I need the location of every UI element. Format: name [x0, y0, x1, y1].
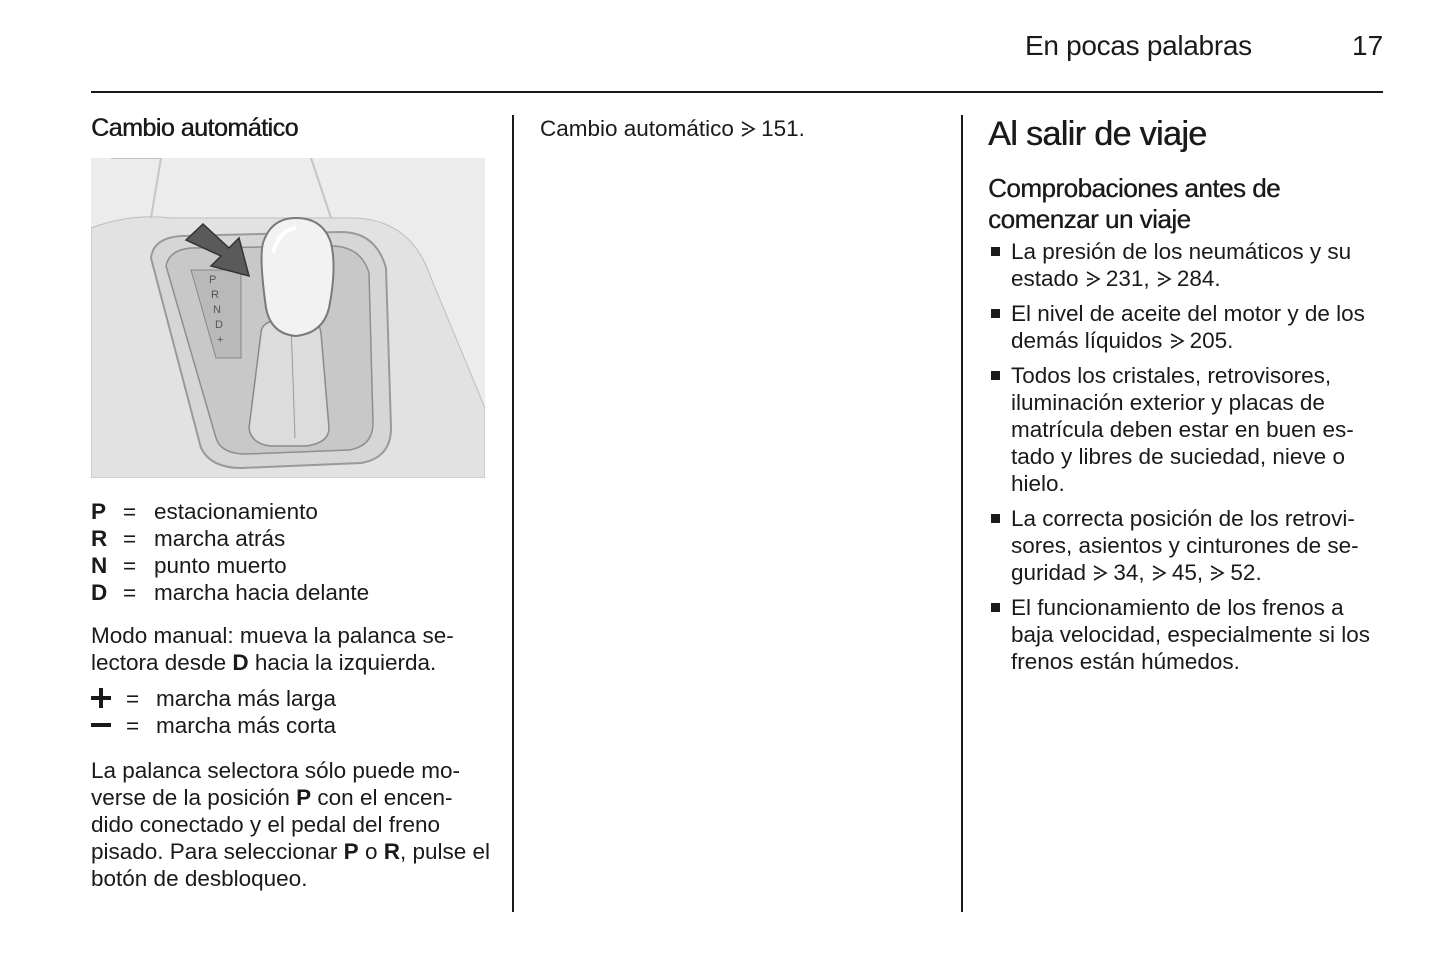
page-reference-arrow-icon	[1085, 271, 1101, 287]
reference-page[interactable]: 284.	[1176, 266, 1221, 291]
subsection-heading: Comprobaciones antes de comenzar un viaje	[988, 173, 1281, 234]
square-bullet-icon	[991, 603, 1000, 612]
legend-equals: =	[123, 499, 137, 524]
item-text: El nivel de aceite del motor y de los demás líquidos	[1011, 301, 1365, 353]
legend-text: marcha más larga	[156, 686, 337, 711]
legend-equals: =	[123, 553, 137, 578]
paragraph-text: o	[364, 839, 378, 864]
list-item	[988, 300, 1388, 354]
item-text: El funcionamiento de los frenos a baja velocidad, especialmente si los frenos están húmedos.	[1011, 595, 1370, 674]
legend-key: P	[91, 499, 107, 524]
manual-shift-legend	[91, 685, 491, 739]
minus-icon	[91, 715, 111, 735]
list-item	[988, 594, 1388, 675]
gear-letter: R	[383, 839, 400, 864]
list-item	[988, 238, 1388, 292]
reference-page[interactable]: 205.	[1189, 328, 1234, 353]
item-text: La presión de los neumáticos y su estado	[1011, 239, 1352, 291]
chapter-title: Al salir de viaje	[988, 115, 1207, 153]
legend-text: marcha más corta	[156, 713, 337, 738]
reference-page[interactable]: 34,	[1113, 560, 1145, 585]
reference-text: Cambio automático	[540, 116, 734, 141]
legend-key: R	[91, 526, 108, 551]
middle-column	[540, 115, 940, 142]
column-divider	[512, 115, 514, 912]
legend-row	[91, 712, 491, 739]
section-heading: Cambio automático	[91, 114, 298, 142]
legend-row	[91, 685, 491, 712]
reference-page[interactable]: 52.	[1230, 560, 1262, 585]
square-bullet-icon	[991, 309, 1000, 318]
legend-row	[91, 525, 491, 552]
reference-page[interactable]: 231,	[1105, 266, 1150, 291]
manual-mode-text: hacia la izquierda.	[254, 650, 437, 675]
gear-legend	[91, 498, 491, 606]
list-item	[988, 362, 1388, 497]
gate-letter: N	[213, 304, 221, 316]
cross-reference-line	[540, 115, 940, 142]
legend-equals: =	[126, 686, 140, 711]
legend-key: N	[91, 553, 108, 578]
gate-letter: D	[215, 319, 223, 331]
legend-equals: =	[126, 713, 140, 738]
unlock-paragraph	[91, 757, 491, 892]
manual-mode-paragraph	[91, 622, 491, 676]
gear-lever-drawing	[91, 158, 485, 478]
gear-selector-illustration	[91, 158, 485, 478]
paragraph-text: con el encen-dido conectado y el pedal del freno pisado. Para seleccionar	[91, 785, 453, 864]
page-reference-arrow-icon	[1092, 565, 1108, 581]
left-column	[91, 115, 491, 892]
page-number: 17	[1352, 30, 1384, 61]
header-rule	[91, 91, 1383, 93]
column-divider	[961, 115, 963, 912]
gear-letter: P	[296, 785, 312, 810]
legend-row	[91, 498, 491, 525]
legend-key: D	[91, 580, 108, 605]
legend-row	[91, 579, 491, 606]
reference-page[interactable]: 45,	[1171, 560, 1204, 585]
item-text: La correcta posición de los retrovi-sores, asientos y cinturones de se-guridad	[1011, 506, 1359, 585]
reference-page[interactable]: 151.	[761, 116, 805, 141]
gate-letter: R	[211, 289, 219, 301]
gate-letter: +	[217, 334, 224, 346]
gear-letter: P	[343, 839, 359, 864]
right-column	[988, 115, 1388, 683]
legend-equals: =	[123, 580, 137, 605]
legend-text: punto muerto	[154, 553, 287, 578]
legend-text: marcha hacia delante	[154, 580, 370, 605]
item-text: Todos los cristales, retrovisores, iluminación exterior y placas de matrícula deben estar en buen es-tado y libres de suciedad, nieve o hielo.	[1011, 363, 1354, 496]
legend-equals: =	[123, 526, 137, 551]
square-bullet-icon	[991, 514, 1000, 523]
running-header-title: En pocas palabras	[1025, 30, 1252, 61]
checklist	[988, 238, 1388, 675]
page-reference-arrow-icon	[1156, 271, 1172, 287]
legend-text: marcha atrás	[154, 526, 286, 551]
page-reference-arrow-icon	[1209, 565, 1225, 581]
square-bullet-icon	[991, 247, 1000, 256]
plus-icon	[91, 688, 111, 708]
square-bullet-icon	[991, 371, 1000, 380]
manual-mode-text: Modo manual: mueva la palanca se-lectora desde	[91, 623, 454, 675]
page-reference-arrow-icon	[740, 121, 756, 137]
gate-letter: P	[209, 274, 217, 286]
paragraph-text: , pulse el botón de desbloqueo.	[91, 839, 491, 891]
gear-letter: D	[232, 650, 249, 675]
legend-text: estacionamiento	[154, 499, 318, 524]
paragraph-text: La palanca selectora sólo puede mo-verse de la posición	[91, 758, 460, 810]
legend-row	[91, 552, 491, 579]
page-reference-arrow-icon	[1169, 333, 1185, 349]
page-reference-arrow-icon	[1151, 565, 1167, 581]
list-item	[988, 505, 1388, 586]
